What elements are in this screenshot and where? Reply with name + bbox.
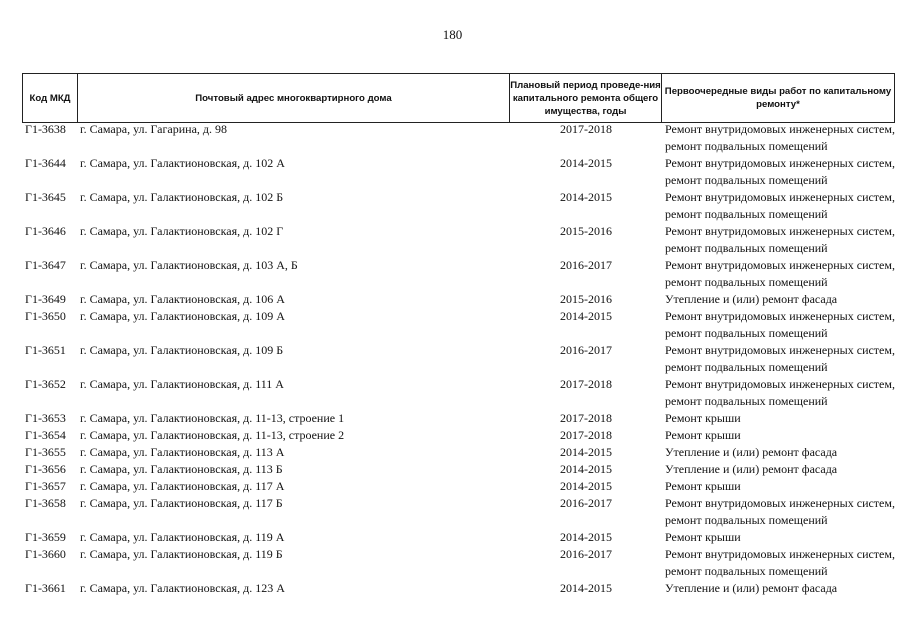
cell-code: Г1-3658 (25, 496, 66, 510)
table-row (22, 308, 895, 342)
cell-address: г. Самара, ул. Галактионовская, д. 11-13, строение 2 (80, 428, 345, 442)
cell-period: 2015-2016 (560, 224, 612, 238)
cell-address: г. Самара, ул. Галактионовская, д. 102 Г (80, 224, 284, 238)
cell-address: г. Самара, ул. Галактионовская, д. 11-13, строение 1 (80, 411, 345, 425)
table-row (22, 223, 895, 257)
cell-period: 2014-2015 (560, 309, 612, 323)
cell-period: 2014-2015 (560, 581, 612, 595)
cell-code: Г1-3657 (25, 479, 66, 493)
cell-period: 2017-2018 (560, 411, 612, 425)
cell-address: г. Самара, ул. Галактионовская, д. 113 Б (80, 462, 283, 476)
cell-address: г. Самара, ул. Гагарина, д. 98 (80, 122, 228, 136)
cell-code: Г1-3649 (25, 292, 66, 306)
cell-period: 2014-2015 (560, 156, 612, 170)
cell-code: Г1-3644 (25, 156, 66, 170)
table-row (22, 461, 895, 478)
cell-works: Ремонт внутридомовых инженерных систем, ремонт подвальных помещений (665, 258, 895, 289)
cell-address: г. Самара, ул. Галактионовская, д. 109 А (80, 309, 285, 323)
cell-works: Ремонт внутридомовых инженерных систем, ремонт подвальных помещений (665, 309, 895, 340)
cell-code: Г1-3655 (25, 445, 66, 459)
header-address: Почтовый адрес многоквартирного дома (78, 74, 510, 122)
header-code: Код МКД (22, 74, 78, 122)
cell-code: Г1-3661 (25, 581, 66, 595)
cell-period: 2016-2017 (560, 496, 612, 510)
cell-period: 2017-2018 (560, 377, 612, 391)
table-row (22, 495, 895, 529)
cell-code: Г1-3650 (25, 309, 66, 323)
cell-period: 2016-2017 (560, 258, 612, 272)
cell-works: Ремонт крыши (665, 479, 741, 493)
table-row (22, 121, 895, 155)
cell-address: г. Самара, ул. Галактионовская, д. 109 Б (80, 343, 284, 357)
cell-code: Г1-3638 (25, 122, 66, 136)
cell-works: Ремонт внутридомовых инженерных систем, ремонт подвальных помещений (665, 190, 895, 221)
cell-works: Ремонт крыши (665, 530, 741, 544)
table-row (22, 580, 895, 597)
cell-address: г. Самара, ул. Галактионовская, д. 117 А (80, 479, 285, 493)
cell-works: Ремонт внутридомовых инженерных систем, ремонт подвальных помещений (665, 122, 895, 153)
cell-address: г. Самара, ул. Галактионовская, д. 113 А (80, 445, 285, 459)
table-row (22, 342, 895, 376)
cell-code: Г1-3653 (25, 411, 66, 425)
table-row (22, 155, 895, 189)
cell-works: Ремонт внутридомовых инженерных систем, ремонт подвальных помещений (665, 377, 895, 408)
table-row (22, 189, 895, 223)
cell-address: г. Самара, ул. Галактионовская, д. 119 А (80, 530, 285, 544)
table-row (22, 427, 895, 444)
cell-period: 2016-2017 (560, 343, 612, 357)
cell-period: 2016-2017 (560, 547, 612, 561)
cell-address: г. Самара, ул. Галактионовская, д. 106 А (80, 292, 285, 306)
cell-code: Г1-3660 (25, 547, 66, 561)
header-period: Плановый период проведе-ния капитального ремонта общего имущества, годы (510, 74, 662, 122)
cell-works: Утепление и (или) ремонт фасада (665, 292, 838, 306)
cell-works: Ремонт внутридомовых инженерных систем, ремонт подвальных помещений (665, 547, 895, 578)
cell-address: г. Самара, ул. Галактионовская, д. 111 А (80, 377, 284, 391)
cell-works: Утепление и (или) ремонт фасада (665, 462, 838, 476)
cell-code: Г1-3646 (25, 224, 66, 238)
cell-period: 2014-2015 (560, 462, 612, 476)
cell-works: Ремонт внутридомовых инженерных систем, ремонт подвальных помещений (665, 156, 895, 187)
cell-period: 2014-2015 (560, 530, 612, 544)
cell-address: г. Самара, ул. Галактионовская, д. 103 А, Б (80, 258, 298, 272)
cell-code: Г1-3652 (25, 377, 66, 391)
cell-works: Ремонт внутридомовых инженерных систем, ремонт подвальных помещений (665, 496, 895, 527)
table-row (22, 291, 895, 308)
cell-works: Ремонт крыши (665, 411, 741, 425)
cell-period: 2014-2015 (560, 479, 612, 493)
cell-works: Утепление и (или) ремонт фасада (665, 445, 838, 459)
cell-address: г. Самара, ул. Галактионовская, д. 102 А (80, 156, 285, 170)
page-number: 180 (442, 27, 463, 42)
cell-period: 2014-2015 (560, 445, 612, 459)
table-row (22, 444, 895, 461)
cell-address: г. Самара, ул. Галактионовская, д. 117 Б (80, 496, 283, 510)
table-row (22, 529, 895, 546)
cell-code: Г1-3659 (25, 530, 66, 544)
cell-code: Г1-3647 (25, 258, 66, 272)
table-body (22, 121, 895, 597)
table-header (22, 73, 895, 123)
cell-works: Ремонт внутридомовых инженерных систем, ремонт подвальных помещений (665, 224, 895, 255)
cell-period: 2015-2016 (560, 292, 612, 306)
cell-code: Г1-3656 (25, 462, 66, 476)
cell-address: г. Самара, ул. Галактионовская, д. 119 Б (80, 547, 283, 561)
cell-works: Ремонт внутридомовых инженерных систем, ремонт подвальных помещений (665, 343, 895, 374)
cell-period: 2017-2018 (560, 428, 612, 442)
cell-code: Г1-3651 (25, 343, 66, 357)
table-row (22, 546, 895, 580)
cell-code: Г1-3654 (25, 428, 66, 442)
header-works: Первоочередные виды работ по капитальному ремонту* (662, 74, 895, 122)
table-row (22, 257, 895, 291)
cell-works: Утепление и (или) ремонт фасада (665, 581, 838, 595)
cell-works: Ремонт крыши (665, 428, 741, 442)
table-row (22, 376, 895, 410)
cell-period: 2017-2018 (560, 122, 612, 136)
table-row (22, 478, 895, 495)
cell-code: Г1-3645 (25, 190, 66, 204)
cell-period: 2014-2015 (560, 190, 612, 204)
cell-address: г. Самара, ул. Галактионовская, д. 123 А (80, 581, 285, 595)
table-row (22, 410, 895, 427)
cell-address: г. Самара, ул. Галактионовская, д. 102 Б (80, 190, 284, 204)
